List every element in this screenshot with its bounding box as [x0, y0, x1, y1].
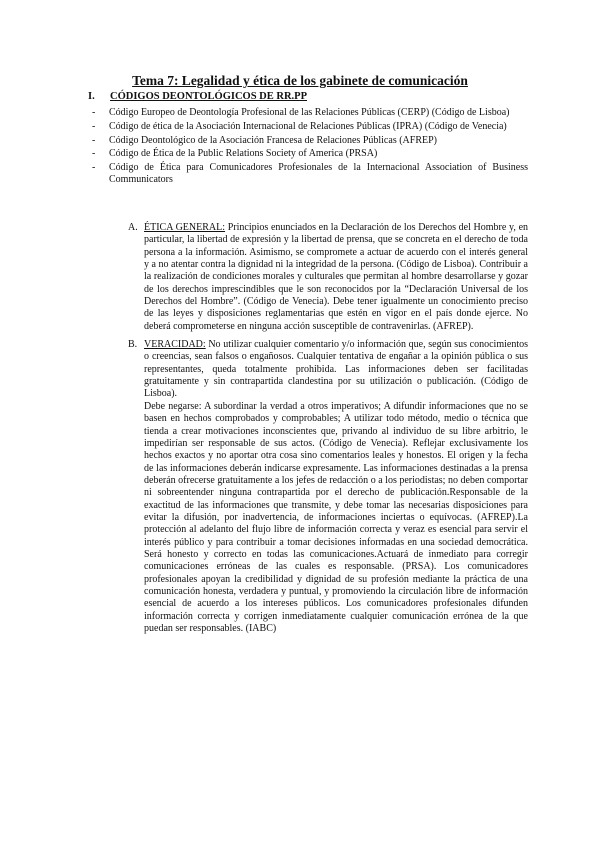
item-letter: A.	[128, 222, 138, 233]
list-item-text: Código Deontológico de la Asociación Francesa de Relaciones Públicas (AFREP)	[109, 134, 437, 146]
section-label: CÓDIGOS DEONTOLÓGICOS DE RR.PP	[110, 91, 308, 102]
principle-item-veracidad	[128, 339, 528, 635]
principles-list	[128, 222, 529, 635]
principle-item-etica-general	[128, 222, 529, 333]
list-item-text: Código de Ética de la Public Relations Society of America (PRSA)	[109, 148, 378, 160]
list-item-text: Código de Ética para Comunicadores Profesionales de la Internacional Association of Business Communicators	[109, 162, 528, 186]
item-text: No utilizar cualquier comentario y/o información que, según sus conocimientos o creencias, sean falsos o engañosos. Cualquier tentativa de engañar a la opinión pública o sus representantes, queda totalmente prohibida. Las informaciones deben ser facilitadas gratuitamente y sin contrapartida clandestina por su utilización o publicación. (Código de Lisboa).	[144, 339, 528, 400]
list-item: - Código de Ética para Comunicadores Profesionales de la Internacional Association of Business Communicators	[92, 162, 528, 186]
item-text: Principios enunciados en la Declaración de los Derechos del Hombre y, en particular, la libertad de expresión y la libertad de prensa, que se concreta en el derecho de toda persona a la información. Asimismo, se compromete a actuar de acuerdo con el interés general y a no atentar contra la dignidad ni la integridad de la persona. (Código de Lisboa). Contribuir a la realización de condiciones morales y culturales que permitan al hombre desarrollarse y gozar de los derechos imprescindibles que le son reconocidos por la “Declaración Universal de los Derechos del Hombre”. (Código de Venecia). Debe tener igualmente un conocimiento preciso de las leyes y disposiciones reglamentarias que estén en vigor en el país donde ejerce. No deberá comprometerse en ninguna acción susceptible de contravenirlas. (AFREP).	[144, 222, 529, 332]
item-heading: ÉTICA GENERAL:	[144, 222, 226, 233]
item-heading: VERACIDAD:	[144, 339, 206, 351]
item-letter: B.	[128, 339, 138, 351]
page-title: Tema 7: Legalidad y ética de los gabinete de comunicación	[132, 73, 468, 88]
codes-list	[88, 107, 528, 188]
list-item-text: Código Europeo de Deontología Profesional de las Relaciones Públicas (CERP) (Código de Lisboa)	[109, 107, 510, 118]
item-extra-text: Debe negarse: A subordinar la verdad a otros imperativos; A difundir informaciones que no se basen en hechos comprobados y comprobables; A utilizar todo método, medio o técnica que tienda a crear motivaciones inconscientes que, privando al individuo de su libre arbitrio, le impedirían ser responsable de sus actos. (Código de Venecia). Reflejar exclusivamente los hechos exactos y no aportar otra cosa sino comentarios leales y honestos. El origen y la fecha de las informaciones deberán indicarse expresamente. Las informaciones destinadas a la prensa deberán ofrecerse gratuitamente a los jefes de redacción o a los periodistas; no deben comportar ni sobreentender ninguna contrapartida por el derecho de publicación.Responsable de la exactitud de las informaciones que transmite, y debe tomar las necesarias disposiciones para evitar la difusión, por inadvertencia, de informaciones inciertas o equívocas. (AFREP).La protección al adelanto del flujo libre de información correcta y veraz es esencial para servir el interés público y para contribuir a tomar decisiones informadas en una sociedad democrática. Será honesto y correcto en todas las comunicaciones.Actuará de inmediato para corregir comunicaciones erróneas de las cuales es responsable. (PRSA). Los comunicadores profesionales apoyan la credibilidad y dignidad de su profesión mediante la práctica de una comunicación honesta, verdadera y puntual, y promoviendo la circulación libre de información esencial de acuerdo a los intereses públicos. Los comunicadores profesionales difunden información correcta y corrigen inmediatamente cualquier comunicación errónea de la que puedan ser responsables. (IABC)	[144, 400, 528, 634]
list-item-text: Código de ética de la Asociación Internacional de Relaciones Públicas (IPRA) (Código de Venecia)	[109, 120, 507, 132]
list-item: - Código de Ética de la Public Relations Society of America (PRSA)	[92, 148, 378, 160]
list-item: - Código Europeo de Deontología Profesional de las Relaciones Públicas (CERP) (Código de Lisboa)	[92, 107, 510, 118]
list-item: - Código Deontológico de la Asociación Francesa de Relaciones Públicas (AFREP)	[92, 134, 437, 146]
section-number: I.	[88, 91, 95, 102]
list-item: - Código de ética de la Asociación Internacional de Relaciones Públicas (IPRA) (Código de Venecia)	[92, 120, 507, 132]
